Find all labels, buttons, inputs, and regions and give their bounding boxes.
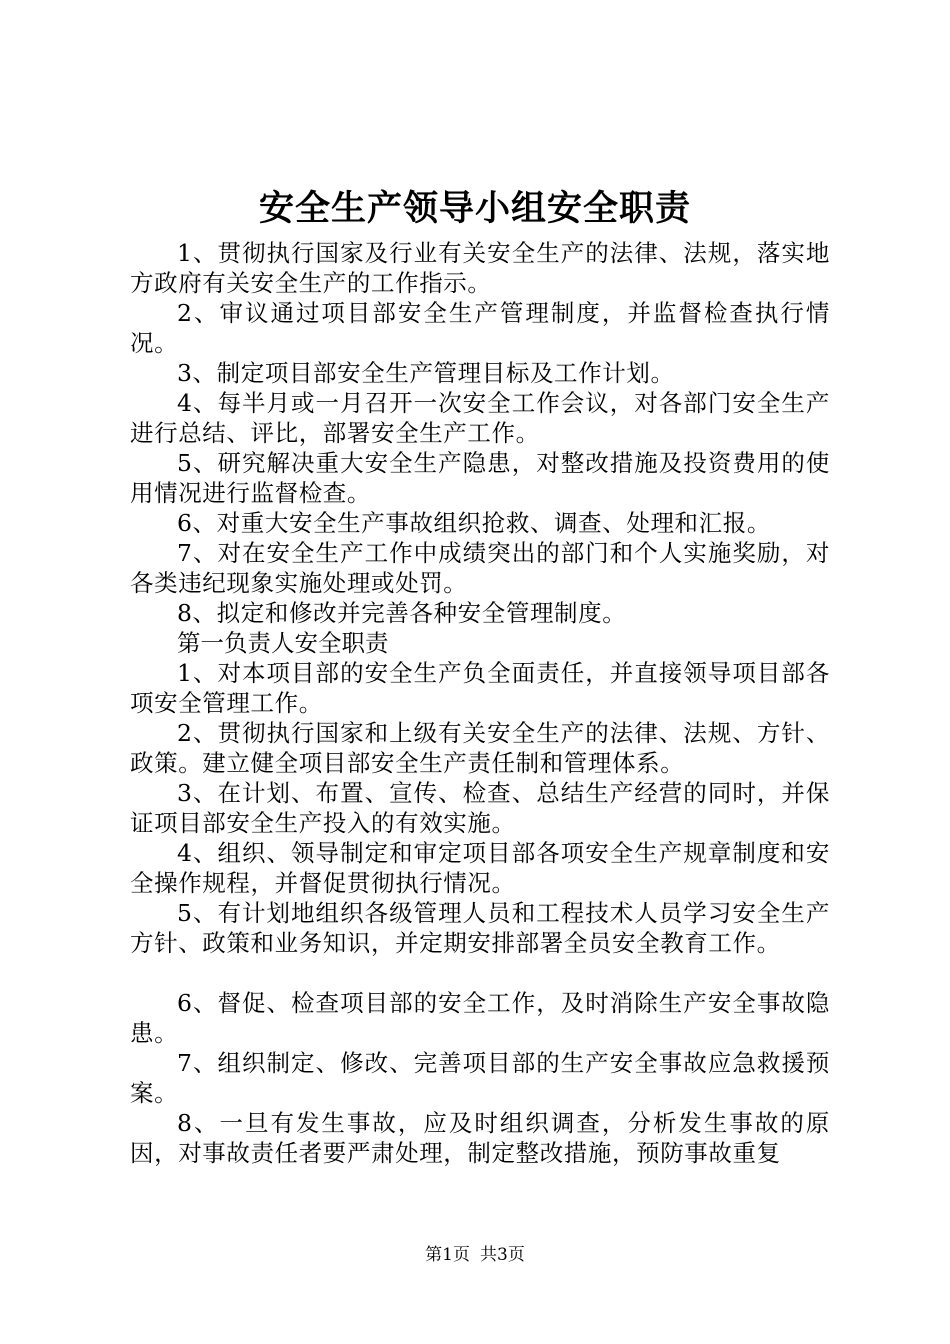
- paragraph: 2、审议通过项目部安全生产管理制度，并监督检查执行情况。: [130, 299, 830, 357]
- paragraph: 7、组织制定、修改、完善项目部的生产安全事故应急救援预案。: [130, 1049, 830, 1107]
- paragraph: 3、在计划、布置、宣传、检查、总结生产经营的同时，并保证项目部安全生产投入的有效实施。: [130, 779, 830, 837]
- paragraph: 6、对重大安全生产事故组织抢救、调查、处理和汇报。: [177, 509, 771, 537]
- page-footer: [0, 1244, 950, 1266]
- paragraph: 8、一旦有发生事故，应及时组织调查，分析发生事故的原因，对事故责任者要严肃处理，制定整改措施，预防事故重复: [130, 1109, 830, 1167]
- paragraph: 3、制定项目部安全生产管理目标及工作计划。: [177, 359, 675, 387]
- paragraph: 5、有计划地组织各级管理人员和工程技术人员学习安全生产方针、政策和业务知识，并定期安排部署全员安全教育工作。: [130, 899, 830, 957]
- paragraph: 1、对本项目部的安全生产负全面责任，并直接领导项目部各项安全管理工作。: [130, 659, 830, 717]
- paragraph: 2、贯彻执行国家和上级有关安全生产的法律、法规、方针、政策。建立健全项目部安全生产责任制和管理体系。: [130, 719, 830, 777]
- paragraph: 6、督促、检查项目部的安全工作，及时消除生产安全事故隐患。: [130, 989, 830, 1047]
- paragraph: 8、拟定和修改并完善各种安全管理制度。: [177, 599, 627, 627]
- paragraph: 7、对在安全生产工作中成绩突出的部门和个人实施奖励，对各类违纪现象实施处理或处罚。: [130, 539, 830, 597]
- section-heading: 第一负责人安全职责: [177, 629, 389, 657]
- page-total: 共3页: [480, 1245, 525, 1265]
- paragraph: 4、组织、领导制定和审定项目部各项安全生产规章制度和安全操作规程，并督促贯彻执行情况。: [130, 839, 830, 897]
- document-body: [130, 238, 830, 1168]
- paragraph: 4、每半月或一月召开一次安全工作会议，对各部门安全生产进行总结、评比，部署安全生产工作。: [130, 389, 830, 447]
- paragraph: 1、贯彻执行国家及行业有关安全生产的法律、法规，落实地方政府有关安全生产的工作指示。: [130, 239, 830, 297]
- document-title: 安全生产领导小组安全职责: [258, 188, 691, 229]
- page-number: 第1页: [425, 1245, 470, 1265]
- paragraph: 5、研究解决重大安全生产隐患，对整改措施及投资费用的使用情况进行监督检查。: [130, 449, 830, 507]
